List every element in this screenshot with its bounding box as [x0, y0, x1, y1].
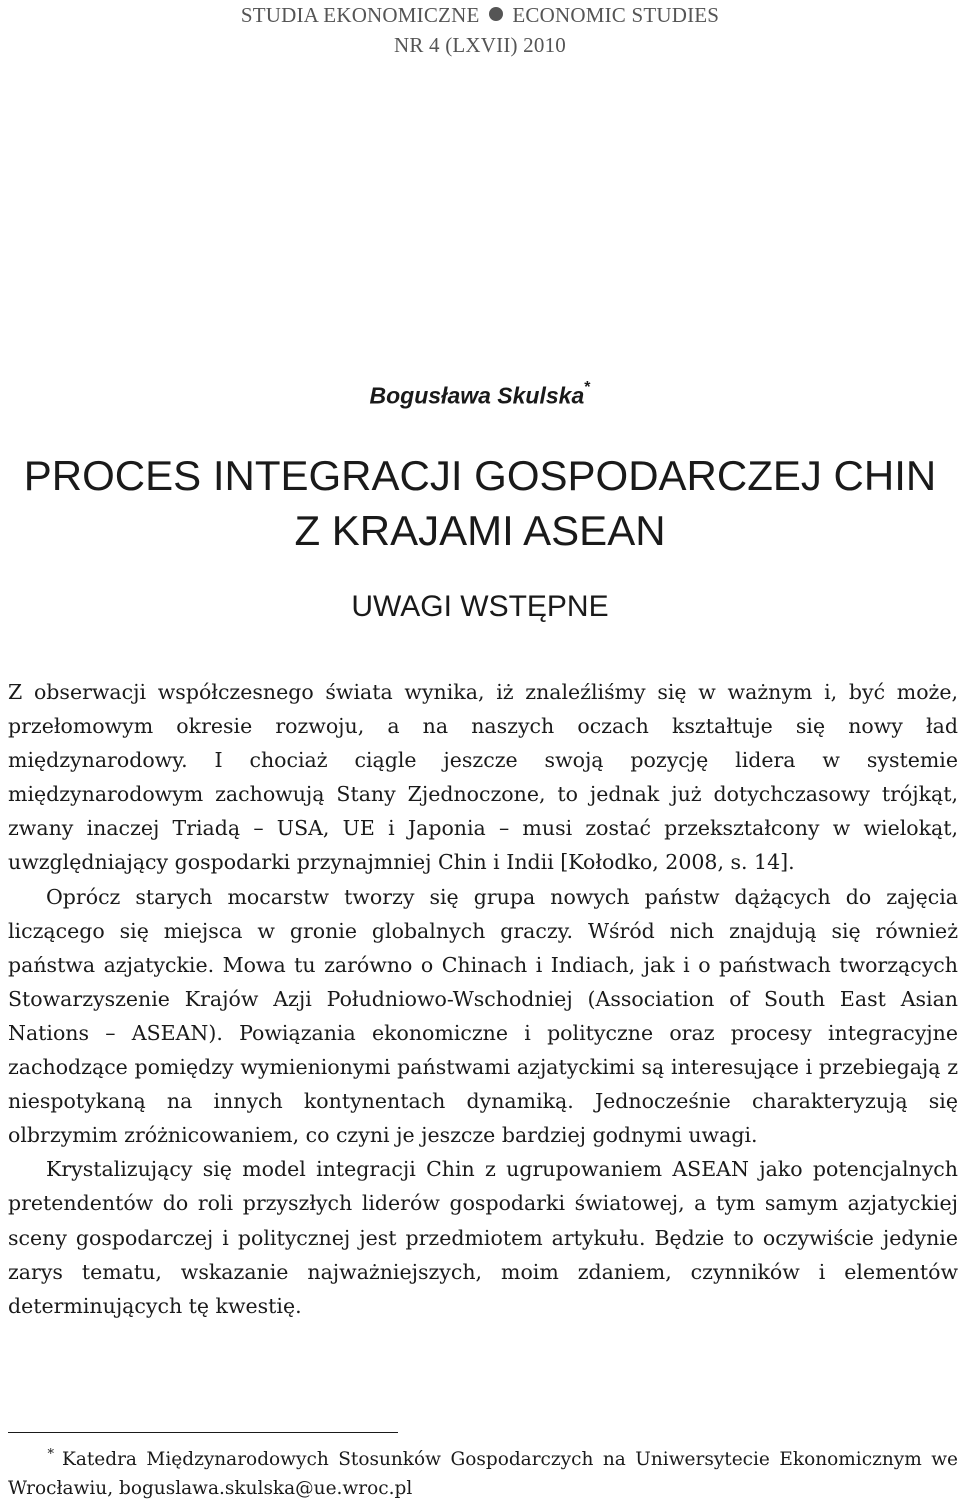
journal-header	[0, 0, 960, 60]
author-name: Bogusława Skulska	[369, 382, 585, 409]
section-heading: UWAGI WSTĘPNE	[351, 590, 609, 623]
footnote	[8, 1440, 958, 1503]
journal-name-en: ECONOMIC STUDIES	[512, 3, 720, 27]
body-paragraph-2: Oprócz starych mocarstw tworzy się grupa nowych państw dążących do zajęcia liczącego się miejsca w gronie globalnych graczy. Wśród nich znajdują się również państwa azjatyckie. Mowa tu zarówno o Chinach i Indiach, jak i o państwach tworzących Stowarzyszenie Krajów Azji Południowo-Wschodniej (Association of South East Asian Nations – ASEAN). Powiązania ekonomiczne i polityczne oraz procesy integracyjne zachodzące pomiędzy wymienionymi państwami azjatyckimi są interesujące i przebiegają z niespotykaną na innych kontynentach dynamiką. Jednocześnie charakteryzują się olbrzymim zróżnicowaniem, co czyni je jeszcze bardziej godnymi uwagi.	[8, 884, 958, 1148]
bullet-separator-icon	[489, 7, 503, 21]
article-author	[0, 379, 960, 410]
journal-name	[0, 0, 960, 30]
title-line-2: Z KRAJAMI ASEAN	[294, 507, 666, 554]
article-body	[8, 675, 958, 1323]
footnote-marker	[8, 1440, 62, 1474]
footnote-divider	[8, 1432, 398, 1433]
footnote-mark: *	[47, 1447, 54, 1462]
journal-name-pl: STUDIA EKONOMICZNE	[240, 3, 480, 27]
title-line-1: PROCES INTEGRACJI GOSPODARCZEJ CHIN	[23, 452, 937, 499]
body-paragraph-1: Z obserwacji współczesnego świata wynika, iż znaleźliśmy się w ważnym i, być może, przełomowym okresie rozwoju, a na naszych oczach kształtuje się nowy ład międzynarodowy. I chociaż ciągle jeszcze swoją pozycję lidera w systemie międzynarodowym zachowują Stany Zjednoczone, to jednak już dotychczasowy trójkąt, zwany inaczej Triadą – USA, UE i Japonia – musi zostać przekształcony w wielokąt, uwzględniający gospodarki przynajmniej Chin i Indii [Kołodko, 2008, s. 14].	[8, 680, 958, 875]
footnote-text: Katedra Międzynarodowych Stosunków Gospodarczych na Uniwersytecie Ekonomicznym we Wrocławiu, boguslawa.skulska@ue.wroc.pl	[8, 1449, 958, 1500]
author-footnote-mark: *	[584, 379, 591, 396]
body-paragraph-3: Krystalizujący się model integracji Chin z ugrupowaniem ASEAN jako potencjalnych pretendentów do roli przyszłych liderów gospodarki światowej, a tym samym azjatyckiej sceny gospodarczej i politycznej jest przedmiotem artykułu. Będzie to oczywiście jedynie zarys tematu, wskazanie najważniejszych, moim zdaniem, czynników i elementów determinujących tę kwestię.	[8, 1157, 958, 1318]
journal-issue: NR 4 (LXVII) 2010	[394, 33, 566, 57]
article-title	[0, 448, 960, 558]
